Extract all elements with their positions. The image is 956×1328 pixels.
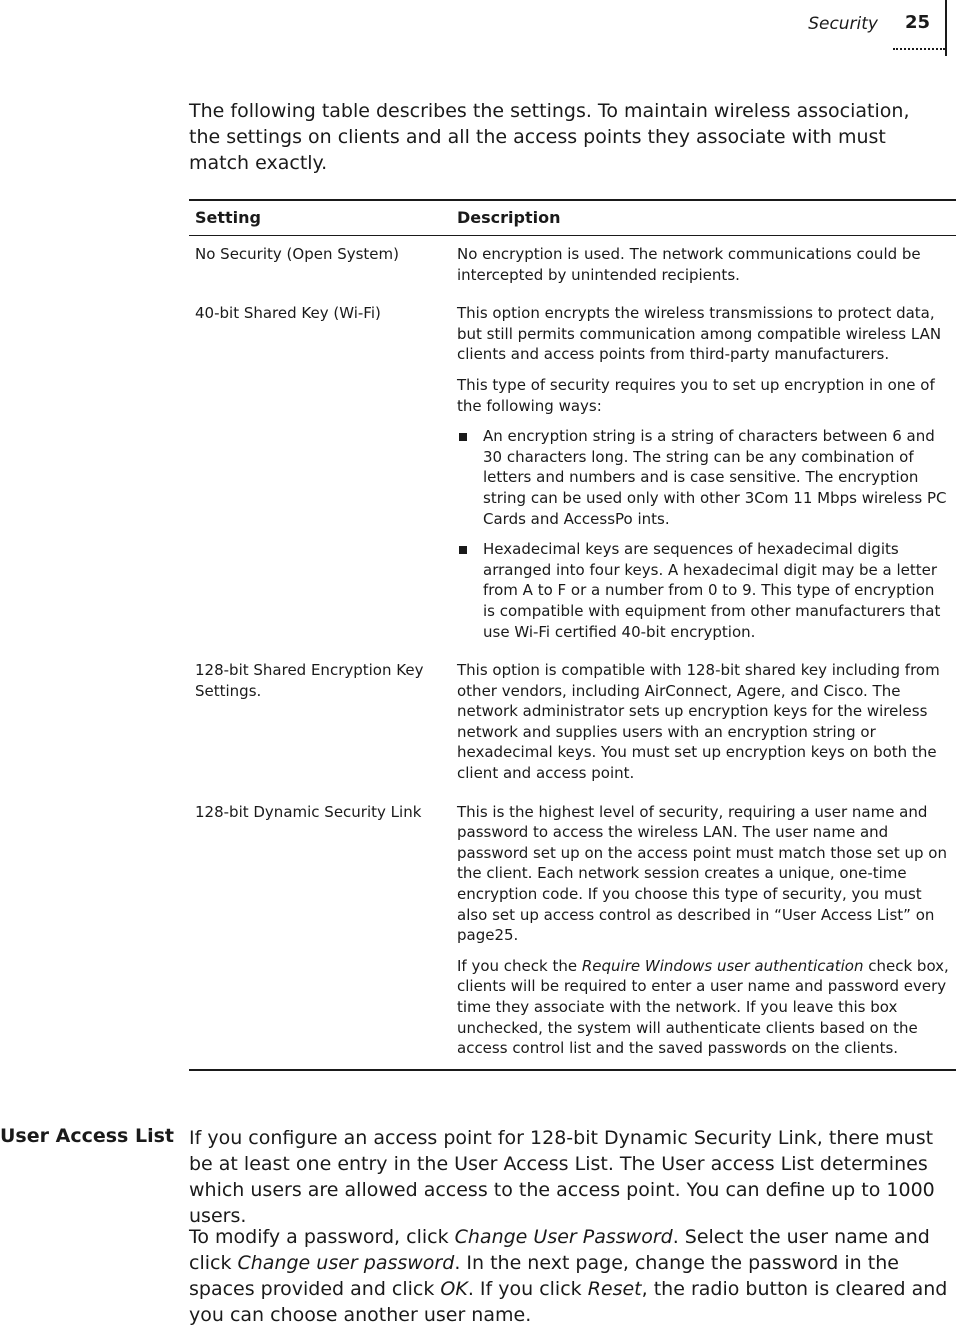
setting-cell: 40-bit Shared Key (Wi-Fi) bbox=[195, 304, 381, 323]
table-header-row bbox=[189, 200, 956, 236]
setting-cell: No Security (Open System) bbox=[195, 245, 400, 263]
description-paragraph: This is the highest level of security, requiring a user name and password to access the wireless LAN. The user name and password set up on the access point must match those set up on the client. Each network session creates a unique, one-time encryption code. If you choose this type of security, you must also set up access control as described in “User Access List” on page25. bbox=[457, 802, 947, 945]
table-row bbox=[189, 295, 956, 652]
text-run: . If you click bbox=[467, 1278, 588, 1300]
table-row bbox=[189, 652, 956, 794]
description-cell bbox=[451, 794, 956, 1070]
description-paragraph bbox=[457, 956, 950, 1059]
description-paragraph: This option is compatible with 128-bit shared key including from other vendors, including AirConnect, Agere, and Cisco. The network administrator sets up encryption keys for the wireless network and supplies users with an encryption string or hexadecimal keys. You must set up encryption keys on both the client and access point. bbox=[457, 661, 940, 783]
square-bullet-icon bbox=[459, 433, 467, 441]
description-cell bbox=[451, 236, 956, 296]
ui-term-change-user-password: Change User Password bbox=[454, 1226, 673, 1248]
square-bullet-icon bbox=[459, 546, 467, 554]
header-rule bbox=[945, 0, 947, 56]
description-cell bbox=[451, 295, 956, 652]
body-paragraph: If you configure an access point for 128-bit Dynamic Security Link, there must be at least one entry in the User Access List. The User access List determines which users are allowed access to the access point. You can define up to 1000 users. bbox=[189, 1127, 935, 1227]
bullet-list bbox=[457, 426, 950, 642]
table-row bbox=[189, 794, 956, 1070]
ui-term-ok: OK bbox=[440, 1278, 468, 1300]
section-heading: User Access List bbox=[0, 1125, 174, 1147]
description-paragraph: This type of security requires you to set up encryption in one of the following ways: bbox=[457, 375, 935, 415]
running-head-section: Security bbox=[808, 14, 878, 34]
column-header-description: Description bbox=[451, 200, 956, 236]
ui-term-change-user-password-link: Change user password bbox=[237, 1252, 455, 1274]
header-dotted-rule bbox=[893, 42, 945, 50]
text-run: If you check the bbox=[457, 956, 582, 975]
text-run: check box, clients will be required to enter a user name and password every time they associate with the network. If you leave this box unchecked, the system will authenticate clients based on the access control list and the saved passwords on the clients. bbox=[457, 956, 949, 1058]
setting-cell: 128-bit Dynamic Security Link bbox=[189, 794, 451, 1070]
list-item bbox=[457, 426, 950, 529]
list-item-text: Hexadecimal keys are sequences of hexadecimal digits arranged into four keys. A hexadecimal digit may be a letter from A to F or a number from 0 to 9. This type of encryption is compatible with equipment from other manufacturers that use Wi-Fi certified 40-bit encryption. bbox=[483, 540, 941, 641]
text-run: , the radio button is cleared and you can choose another user name. bbox=[189, 1278, 948, 1326]
body-paragraph bbox=[189, 1224, 949, 1328]
description-paragraph: This option encrypts the wireless transmissions to protect data, but still permits communication among compatible wireless LAN clients and access points from third-party manufacturers. bbox=[457, 304, 942, 364]
ui-term-reset: Reset bbox=[587, 1278, 642, 1300]
page-number: 25 bbox=[904, 12, 930, 33]
text-run: . Select the user name and click bbox=[189, 1226, 930, 1274]
list-item-text: An encryption string is a string of characters between 6 and 30 characters long. The string can be any combination of letters and numbers and is case sensitive. The encryption string can be used only with other 3Com 11 Mbps wireless PC Cards and AccessPo ints. bbox=[483, 427, 947, 528]
text-run: To modify a password, click bbox=[189, 1226, 455, 1248]
setting-cell: 128-bit Shared Encryption Key Settings. bbox=[195, 661, 424, 700]
description-paragraph: No encryption is used. The network communications could be intercepted by unintended recipients. bbox=[457, 245, 921, 284]
intro-paragraph: The following table describes the settings. To maintain wireless association, the settings on clients and all the access points they associate with must match exactly. bbox=[189, 100, 910, 174]
list-item bbox=[457, 539, 950, 642]
table-row bbox=[189, 236, 956, 296]
checkbox-option-name: Require Windows user authentication bbox=[581, 956, 864, 975]
text-run: . In the next page, change the password in the spaces provided and click bbox=[189, 1252, 899, 1300]
description-cell bbox=[451, 652, 956, 794]
settings-table bbox=[189, 199, 956, 1071]
column-header-setting: Setting bbox=[189, 200, 451, 236]
